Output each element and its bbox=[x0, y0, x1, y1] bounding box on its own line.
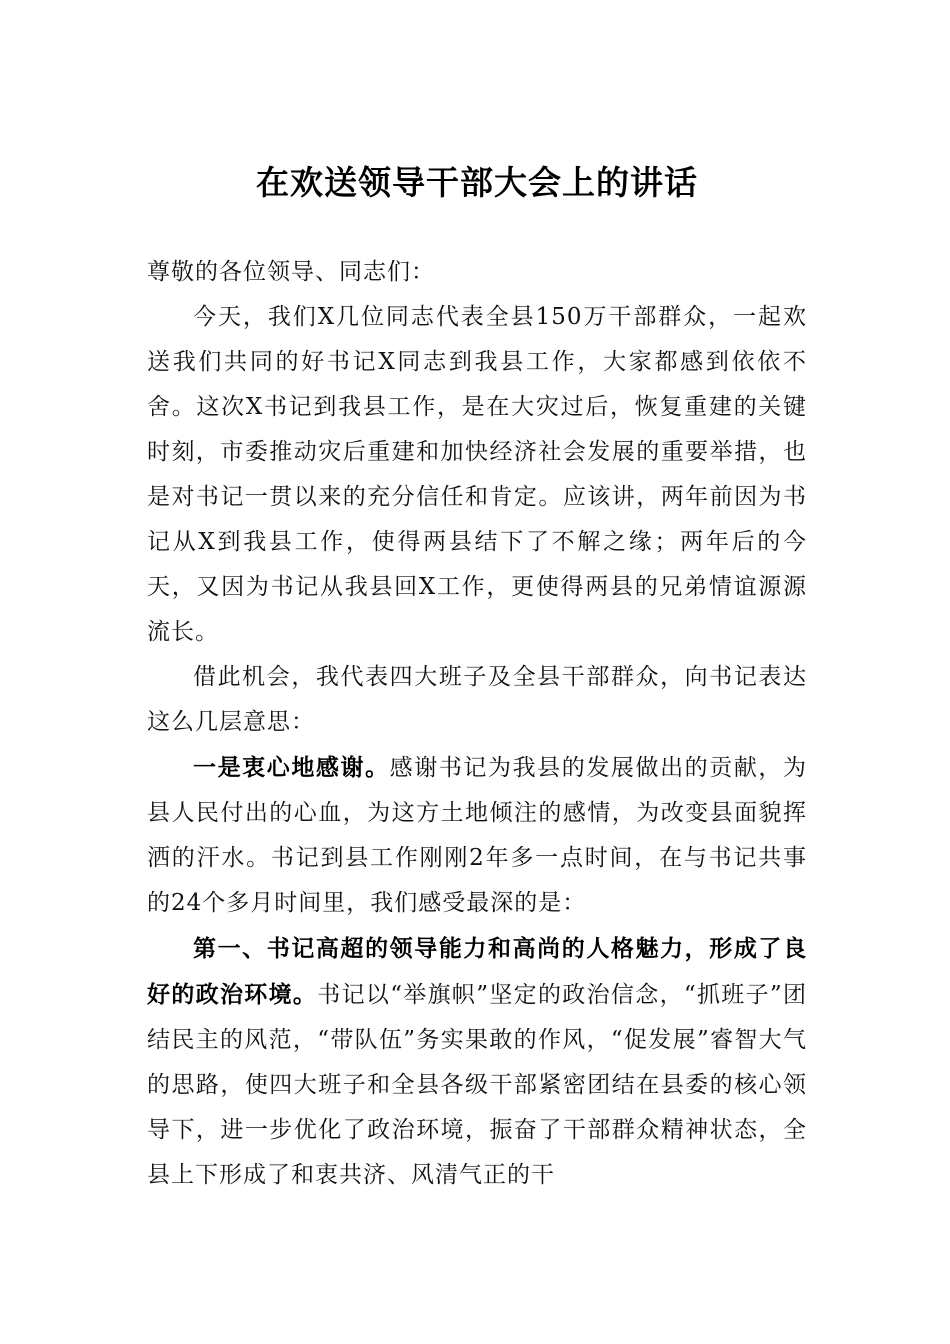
paragraph-intent bbox=[147, 655, 807, 745]
document-body bbox=[147, 150, 807, 1198]
paragraph-text: 今天，我们X几位同志代表全县150万干部群众，一起欢送我们共同的好书记X同志到我县工作，大家都感到依依不舍。这次X书记到我县工作，是在大灾过后，恢复重建的关键时刻，市委推动灾后重建和加快经济社会发展的重要举措，也是对书记一贯以来的充分信任和肯定。应该讲，两年前因为书记从X到我县工作，使得两县结下了不解之缘；两年后的今天，又因为书记从我县回X工作，更使得两县的兄弟情谊源源流长。 bbox=[147, 304, 807, 645]
paragraph-first-point bbox=[147, 926, 807, 1198]
salutation: 尊敬的各位领导、同志们： bbox=[147, 259, 435, 285]
paragraph-lead: 第一、书记高超的领导能力和高尚的人格魅力，形成了良好的政治环境。 bbox=[147, 935, 807, 1008]
paragraph-text: 感谢书记为我县的发展做出的贡献，为县人民付出的心血，为这方土地倾注的感情，为改变县面貌挥洒的汗水。书记到县工作刚刚2年多一点时间，在与书记共事的24个多月时间里，我们感受最深的是： bbox=[147, 755, 808, 916]
paragraph-thanks bbox=[147, 745, 807, 926]
paragraph-text: 书记以“举旗帜”坚定的政治信念，“抓班子”团结民主的风范，“带队伍”务实果敢的作风，“促发展”睿智大气的思路，使四大班子和全县各级干部紧密团结在县委的核心领导下，进一步优化了政治环境，振奋了干部群众精神状态，全县上下形成了和衷共济、风清气正的干 bbox=[147, 982, 807, 1188]
paragraph-text: 借此机会，我代表四大班子及全县干部群众，向书记表达这么几层意思： bbox=[147, 664, 807, 735]
paragraph-opening bbox=[147, 295, 807, 655]
document-title: 在欢送领导干部大会上的讲话 bbox=[256, 163, 698, 202]
paragraph-lead: 一是衷心地感谢。 bbox=[193, 754, 390, 781]
